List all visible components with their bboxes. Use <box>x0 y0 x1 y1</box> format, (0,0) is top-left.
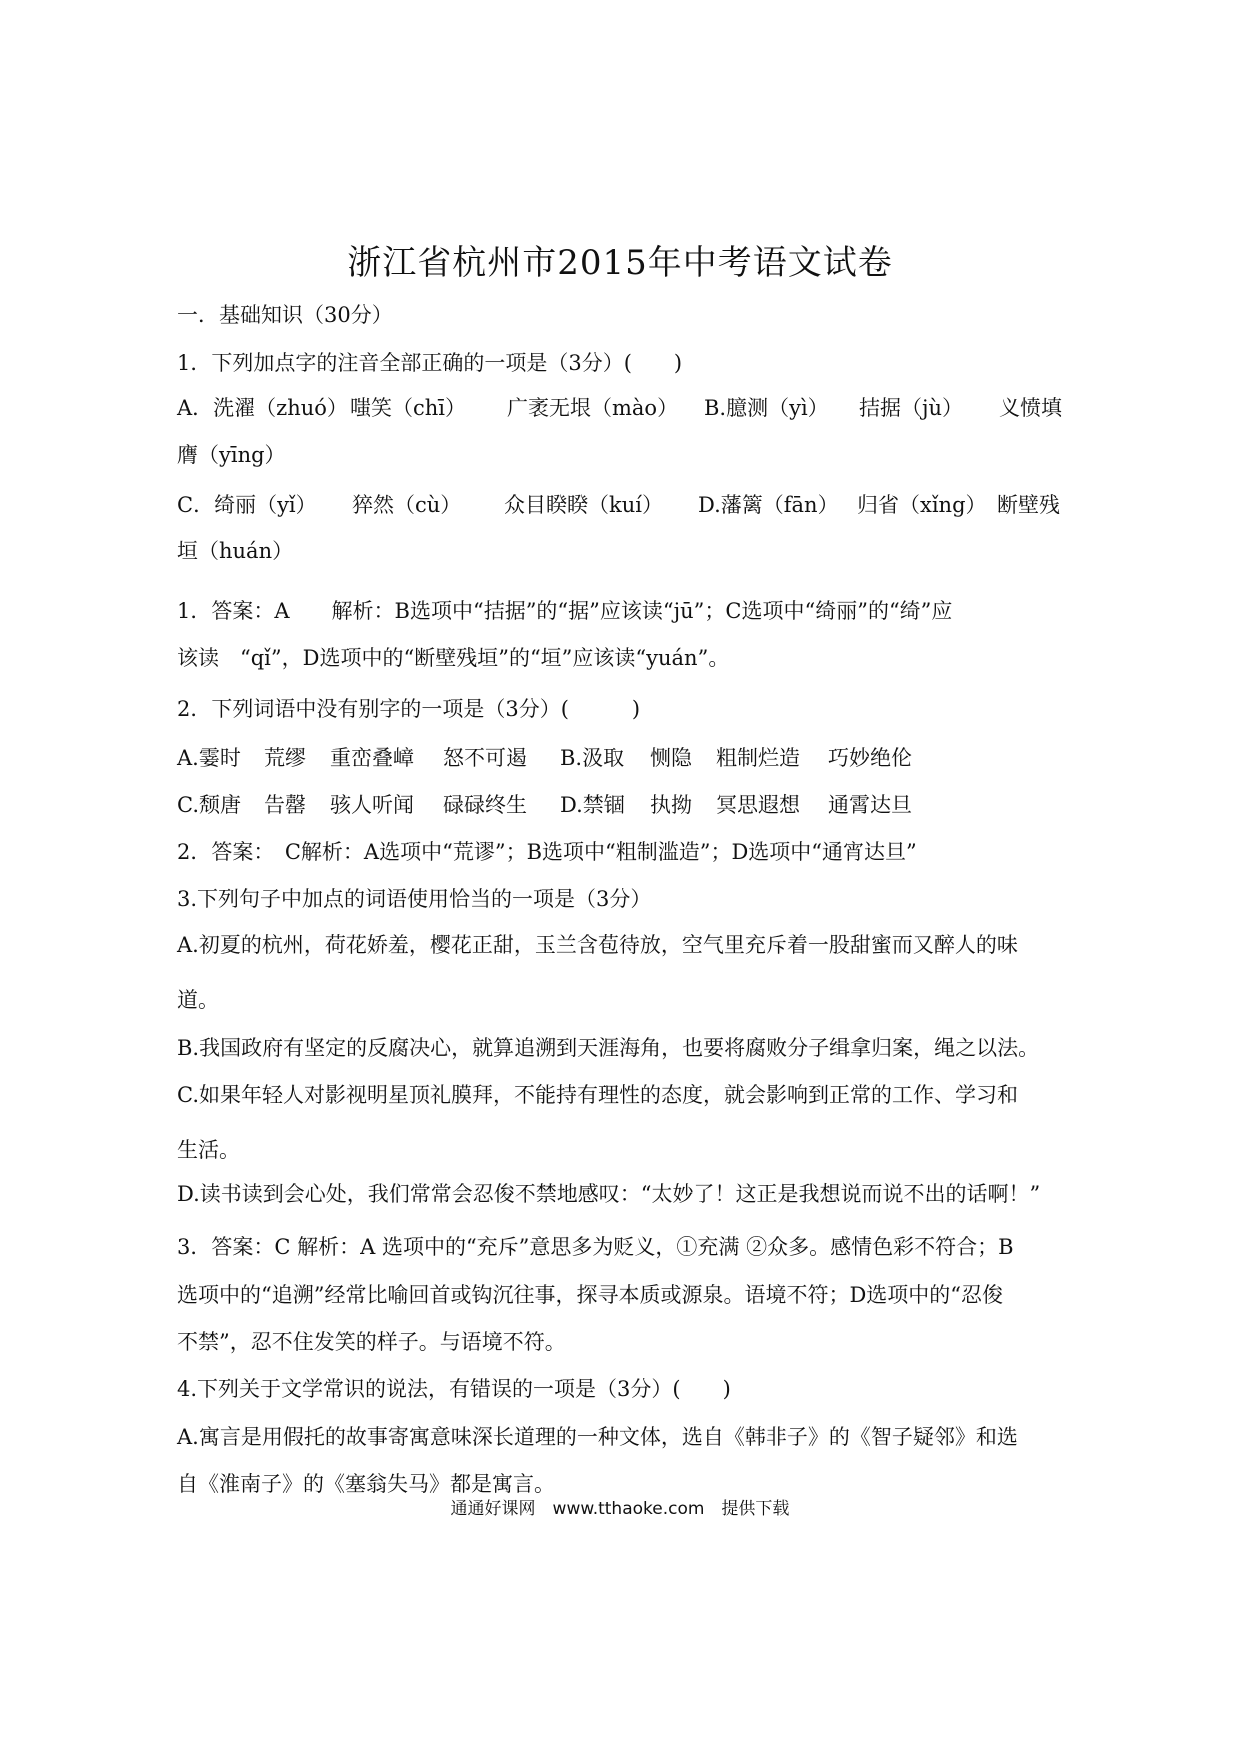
q2-d-1: D.禁锢 <box>560 793 625 817</box>
option-b-2: 拮据（jù） <box>859 396 964 420</box>
answer-1-line-2: 该读 “qǐ”，D选项中的“断壁残垣”的“垣”应该读“yuán”。 <box>177 646 730 670</box>
exam-title: 浙江省杭州市2015年中考语文试卷 <box>347 243 893 283</box>
q2-b-1: B.汲取 <box>560 746 625 770</box>
option-d-1: D.藩篱（fān） <box>698 493 839 517</box>
question-3-stem: 3.下列句子中加点的词语使用恰当的一项是（3分） <box>177 887 652 911</box>
q4-option-a-line-1: A.寓言是用假托的故事寄寓意味深长道理的一种文体，选自《韩非子》的《智子疑邻》和选 <box>177 1425 1018 1449</box>
option-d-3-cont: 垣（huán） <box>177 539 294 563</box>
q2-a-2: 荒缪 <box>264 746 306 770</box>
section-heading: 一．基础知识（30分） <box>177 303 393 327</box>
q2-d-4: 通霄达旦 <box>828 793 912 817</box>
q2-c-1: C.颓唐 <box>177 793 241 817</box>
option-a-1: A．洗濯（zhuó） <box>177 396 348 420</box>
q2-a-3: 重峦叠嶂 <box>330 746 414 770</box>
question-1-stem: 1．下列加点字的注音全部正确的一项是（3分）( ) <box>177 351 683 375</box>
option-a-3: 广袤无垠（mào） <box>507 396 679 420</box>
q2-b-2: 恻隐 <box>650 746 692 770</box>
answer-3-line-3: 不禁”，忍不住发笑的样子。与语境不符。 <box>177 1330 566 1354</box>
q3-option-c-line-2: 生活。 <box>177 1138 240 1162</box>
option-d-3: 断壁残 <box>997 493 1060 517</box>
option-c-2: 猝然（cù） <box>352 493 462 517</box>
q3-option-c-line-1: C.如果年轻人对影视明星顶礼膜拜，不能持有理性的态度，就会影响到正常的工作、学习和 <box>177 1083 1018 1107</box>
q3-option-a-line-1: A.初夏的杭州，荷花娇羞，樱花正甜，玉兰含苞待放，空气里充斥着一股甜蜜而又醉人的味 <box>177 933 1018 957</box>
q2-b-3: 粗制烂造 <box>716 746 800 770</box>
q2-d-3: 冥思遐想 <box>716 793 800 817</box>
q2-a-1: A.霎时 <box>177 746 241 770</box>
answer-3-line-1: 3．答案：C 解析：A 选项中的“充斥”意思多为贬义，①充满 ②众多。感情色彩不符合；B <box>177 1235 1014 1259</box>
q3-option-d: D.读书读到会心处，我们常常会忍俊不禁地感叹：“太妙了！这正是我想说而说不出的话啊！” <box>177 1182 1041 1206</box>
q4-option-a-line-2: 自《淮南子》的《塞翁失马》都是寓言。 <box>177 1472 555 1496</box>
question-2-stem: 2．下列词语中没有别字的一项是（3分）( ) <box>177 697 641 721</box>
page-footer: 通通好课网 www.tthaoke.com 提供下载 <box>450 1499 790 1519</box>
q2-c-2: 告罄 <box>264 793 306 817</box>
option-b-3: 义愤填 <box>999 396 1062 420</box>
option-d-2: 归省（xǐng） <box>857 493 987 517</box>
option-a-2: 嗤笑（chī） <box>350 396 467 420</box>
q2-b-4: 巧妙绝伦 <box>828 746 912 770</box>
q2-d-2: 执拗 <box>650 793 692 817</box>
answer-3-line-2: 选项中的“追溯”经常比喻回首或钩沉往事，探寻本质或源泉。语境不符；D选项中的“忍俊 <box>177 1283 1004 1307</box>
q2-c-4: 碌碌终生 <box>443 793 527 817</box>
answer-2: 2．答案： C解析：A选项中“荒谬”；B选项中“粗制滥造”；D选项中“通宵达旦” <box>177 840 917 864</box>
option-c-1: C．绮丽（yǐ） <box>177 493 317 517</box>
option-b-1: B.臆测（yì） <box>704 396 829 420</box>
q3-option-a-line-2: 道。 <box>177 988 219 1012</box>
question-4-stem: 4.下列关于文学常识的说法，有错误的一项是（3分）( ) <box>177 1377 731 1401</box>
answer-1-line-1: 1．答案：A 解析：B选项中“拮据”的“据”应该读“jū”；C选项中“绮丽”的“绮”应 <box>177 599 953 623</box>
q2-a-4: 怒不可遏 <box>443 746 527 770</box>
q3-option-b: B.我国政府有坚定的反腐决心，就算追溯到天涯海角，也要将腐败分子缉拿归案，绳之以法。 <box>177 1036 1040 1060</box>
option-c-3: 众目睽睽（kuí） <box>504 493 663 517</box>
q2-c-3: 骇人听闻 <box>330 793 414 817</box>
option-b-3-cont: 膺（yīng） <box>177 443 286 467</box>
